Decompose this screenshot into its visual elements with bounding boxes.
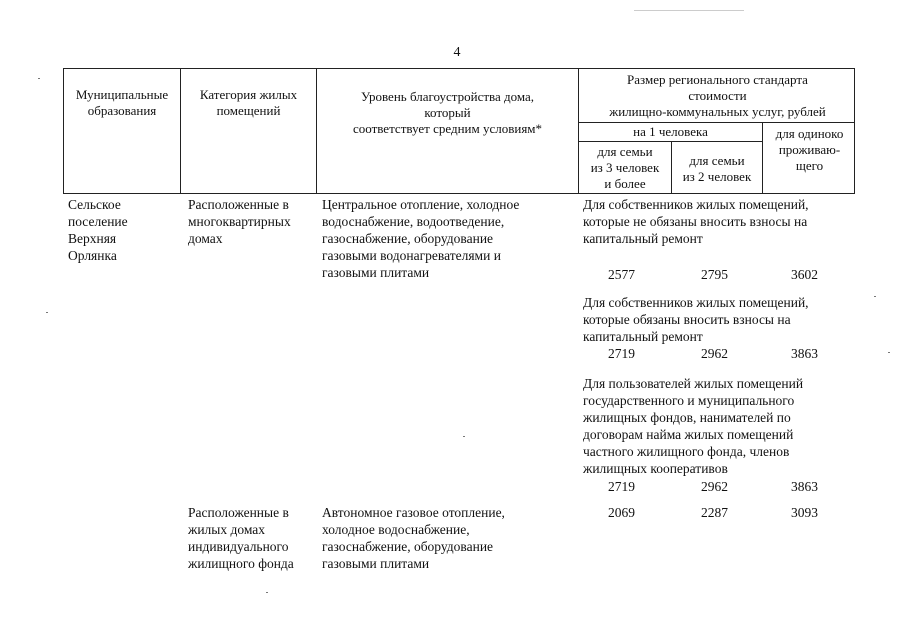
header-municipality-text: Муниципальные образования	[75, 87, 169, 118]
speck	[463, 436, 465, 437]
group-label-line: жилищных кооперативов	[583, 461, 728, 476]
speck	[874, 296, 876, 297]
header-family3-line: из 3 человек	[590, 160, 660, 175]
level-line: водоснабжение, водоотведение,	[322, 214, 505, 229]
header-single-line: для одиноко	[775, 126, 844, 141]
category-line: домах	[188, 231, 223, 246]
category-line: жилых домах	[188, 522, 266, 537]
header-level-line: Уровень благоустройства дома,	[360, 89, 535, 104]
group-label-line: частного жилищного фонда, членов	[583, 444, 790, 459]
group2-family2-value: 2962	[701, 346, 728, 361]
municipality-line: Сельское	[68, 197, 121, 212]
header-family3-line: и более	[604, 176, 646, 191]
group-label-line: Для пользователей жилых помещений	[583, 376, 804, 391]
speck	[38, 78, 40, 79]
header-standard-line: стоимости	[688, 88, 747, 103]
header-per-person-text: на 1 человека	[633, 124, 708, 139]
header-category	[181, 87, 316, 119]
municipality-line: поселение	[68, 214, 128, 229]
municipality-cell	[68, 196, 128, 264]
level-line: холодное водоснабжение,	[322, 522, 470, 537]
level-line: газоснабжение, оборудование	[322, 539, 494, 554]
group4-family2-value: 2287	[701, 505, 728, 520]
table-header	[63, 68, 855, 194]
category-line: Расположенные в	[188, 197, 289, 212]
level-line: газовыми плитами	[322, 265, 430, 280]
header-family2	[672, 153, 762, 185]
municipality-line: Верхняя	[68, 231, 117, 246]
group1-single-value: 3602	[791, 267, 818, 282]
group-label-line: капитальный ремонт	[583, 329, 703, 344]
header-single	[763, 126, 856, 174]
group2-family3-value: 2719	[608, 346, 635, 361]
group2-label	[583, 294, 809, 345]
speck	[46, 312, 48, 313]
header-single-line: проживаю-	[778, 142, 841, 157]
header-single-line: щего	[795, 158, 824, 173]
header-family3	[579, 144, 671, 192]
header-family2-line: из 2 человек	[682, 169, 752, 184]
group-label-line: Для собственников жилых помещений,	[583, 295, 809, 310]
group1-family2-value: 2795	[701, 267, 728, 282]
group1-label	[583, 196, 809, 247]
header-per-person	[579, 124, 762, 140]
speck	[634, 10, 744, 11]
header-standard-line: Размер регионального стандарта	[627, 72, 808, 87]
group-label-line: государственного и муниципального	[583, 393, 795, 408]
category-line: Расположенные в	[188, 505, 289, 520]
divider	[578, 122, 854, 123]
header-level-line: который	[424, 105, 471, 120]
group-label-line: Для собственников жилых помещений,	[583, 197, 809, 212]
category-line: многоквартирных	[188, 214, 291, 229]
category-cell-individual	[188, 504, 294, 572]
header-family2-line: для семьи	[689, 153, 745, 168]
group-label-line: жилищных фондов, нанимателей по	[583, 410, 791, 425]
group-label-line: капитальный ремонт	[583, 231, 703, 246]
group-label-line: договорам найма жилых помещений	[583, 427, 794, 442]
group3-family3-value: 2719	[608, 479, 635, 494]
speck	[888, 352, 890, 353]
level-cell-central	[322, 196, 519, 281]
header-category-text: Категория жилых помещений	[199, 87, 298, 118]
level-line: Центральное отопление, холодное	[322, 197, 520, 212]
header-municipality	[64, 87, 180, 119]
category-line: жилищного фонда	[188, 556, 294, 571]
category-cell-apartment	[188, 196, 291, 247]
header-standard-line: жилищно-коммунальных услуг, рублей	[609, 104, 826, 119]
header-level	[317, 89, 578, 137]
group-label-line: которые обязаны вносить взносы на	[583, 312, 791, 327]
page-number: 4	[453, 45, 461, 60]
level-line: Автономное газовое отопление,	[322, 505, 505, 520]
level-cell-autonomous	[322, 504, 505, 572]
group-label-line: которые не обязаны вносить взносы на	[583, 214, 808, 229]
level-line: газовыми водонагревателями и	[322, 248, 501, 263]
header-standard	[579, 72, 856, 120]
header-level-line: соответствует средним условиям*	[352, 121, 543, 136]
level-line: газоснабжение, оборудование	[322, 231, 494, 246]
group2-single-value: 3863	[791, 346, 818, 361]
group4-single-value: 3093	[791, 505, 818, 520]
level-line: газовыми плитами	[322, 556, 430, 571]
category-line: индивидуального	[188, 539, 289, 554]
group3-label	[583, 375, 803, 477]
header-family3-line: для семьи	[597, 144, 653, 159]
group3-family2-value: 2962	[701, 479, 728, 494]
speck	[266, 592, 268, 593]
municipality-line: Орлянка	[68, 248, 117, 263]
group1-family3-value: 2577	[608, 267, 635, 282]
group3-single-value: 3863	[791, 479, 818, 494]
group4-family3-value: 2069	[608, 505, 635, 520]
divider	[578, 141, 762, 142]
